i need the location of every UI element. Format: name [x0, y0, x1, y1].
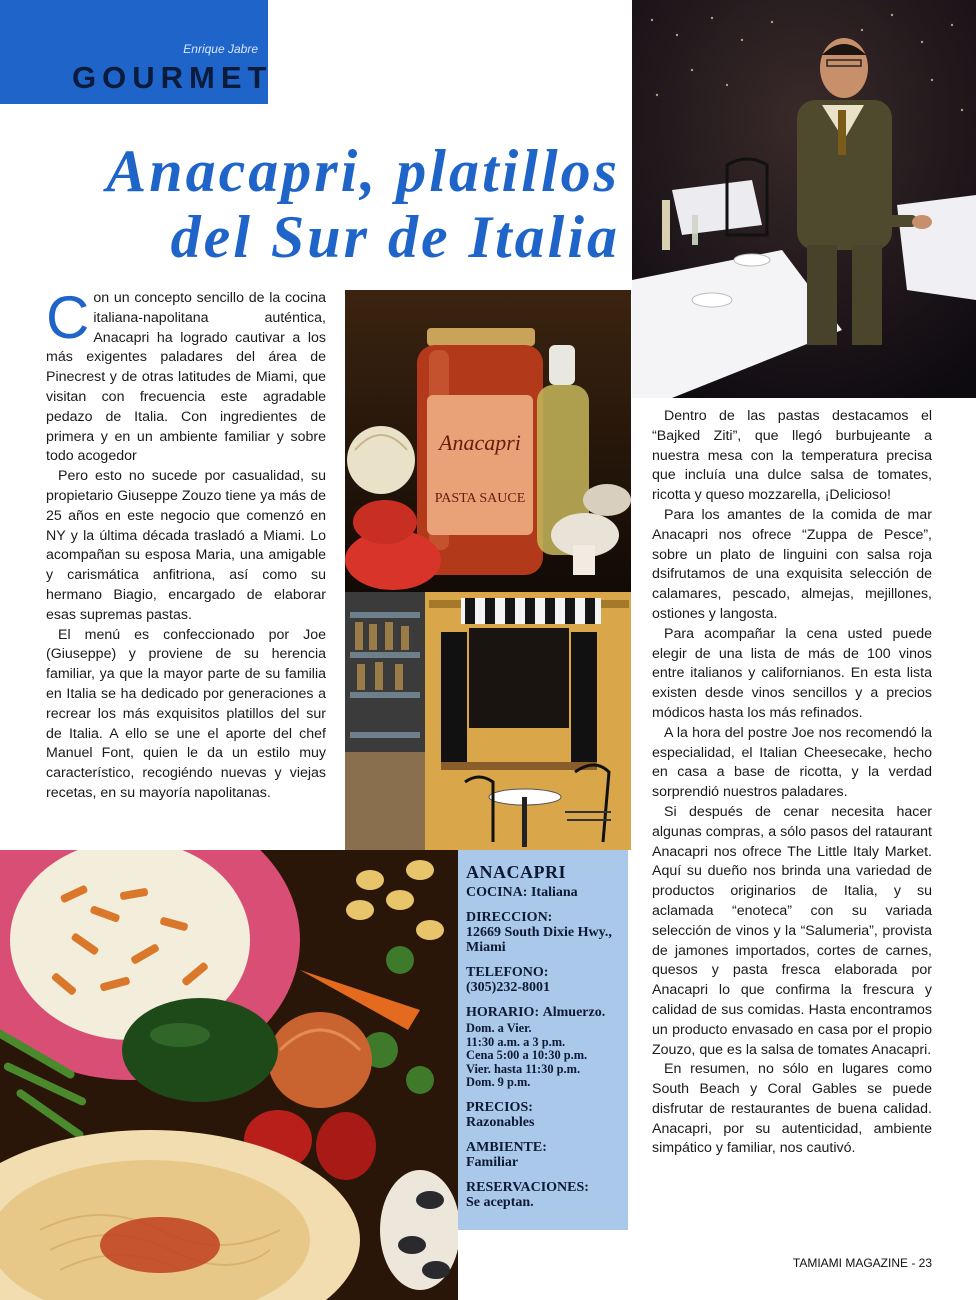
- hours-line: Cena 5:00 a 10:30 p.m.: [466, 1048, 588, 1062]
- page-footer: TAMIAMI MAGAZINE - 23: [792, 1256, 932, 1270]
- reservations-value: Se aceptan.: [466, 1194, 534, 1210]
- hours-line: Dom. 9 p.m.: [466, 1075, 531, 1089]
- cuisine-label: COCINA:: [466, 885, 528, 900]
- cuisine-value: Italiana: [530, 885, 578, 900]
- paragraph-6: Para acompañar la cena usted puede elegir de una lista de más de 100 vinos entre italianos y californianos. En esta lista existen desde vinos sencillos y a precios módicos hasta los más refinados.: [652, 625, 932, 721]
- hours-line: Vier. hasta 11:30 p.m.: [466, 1061, 581, 1076]
- paragraph-1-text: on un concepto sencillo de la cocina italiana-napolitana auténtica, Anacapri ha logrado cautivar a los más exigentes paladares del área de Pinecrest y de otras latitudes de Miami, que visitan con frecuencia este agradable pedazo de Italia. Con ingredientes de primera y en un ambiente familiar y sobre todo acogedor: [46, 290, 326, 465]
- hours-value: Almuerzo.: [542, 1005, 606, 1020]
- restaurant-name: ANACAPRI: [466, 862, 566, 882]
- restaurant-info-box: [458, 850, 628, 1230]
- italian-dishes-photo: [0, 850, 458, 1300]
- author-name: Enrique Jabre: [183, 42, 258, 56]
- address-label: DIRECCION:: [466, 910, 553, 925]
- market-storefront-photo: [345, 592, 631, 850]
- reservations-row: [466, 1180, 620, 1210]
- phone-label: TELEFONO:: [466, 965, 549, 980]
- jar-product: PASTA SAUCE: [434, 491, 526, 506]
- left-column: [46, 284, 326, 804]
- address-value: 12669 South Dixie Hwy., Miami: [466, 925, 612, 955]
- paragraph-5: Para los amantes de la comida de mar Anacapri nos ofrece “Zuppa de Pesce”, sobre un plato de linguini con salsa roja dsifrutamos de una exquisita selección de calamares, pescado, almejas, mejillones, ostiones y langosta.: [652, 506, 932, 622]
- hours-line: 11:30 a.m. a 3 p.m.: [466, 1034, 566, 1049]
- address-row: [466, 910, 620, 955]
- paragraph-8: Si después de cenar necesita hacer algunas compras, a sólo pasos del rataurant Anacapri nos ofrece The Little Italy Market. Aquí su dueño nos brinda una variedad de productos originarios de Italia, y su aclamada “enoteca” con su variada selección de vinos y la “Salumeria”, provista de jamones importados, cortes de carnes, quesos y pasta fresca elaborada por Anacapri lo que confirma la frescura y calidad de sus comidas. Hasta encontramos un producto envasado en casa por el propio Zouzo, que es la salsa de tomates Anacapri.: [652, 803, 932, 1058]
- paragraph-4: Dentro de las pastas destacamos el “Bajked Ziti”, que llegó burbujeante a nuestra mesa con la temperatura precisa que incluía una dulce salsa de tomates, ricotta y queso mozzarella, ¡Delicioso!: [652, 408, 932, 504]
- phone-row: [466, 965, 620, 995]
- paragraph-3: El menú es confeccionado por Joe (Giuseppe) y proviene de su herencia familiar, ya que la mayor parte de su familia en Italia se ha dedicado por generaciones a recrear los más exquisitos platillos del sur de Italia. A ello se une el aporte del chef Manuel Font, quien le da un estilo muy característico, recogiéndo nuevas y viejas recetas, en su mayoría napolitanas.: [46, 626, 326, 801]
- drop-cap: C: [46, 284, 90, 351]
- hours-row: [466, 1005, 620, 1020]
- right-column: [652, 407, 932, 1159]
- paragraph-9: En resumen, no sólo en lugares como South Beach y Coral Gables se puede disfrutar de restaurantes de buena calidad. Anacapri, por su autenticidad, ambiente simpático y familiar, nos cautivó.: [652, 1061, 932, 1157]
- paragraph-7: A la hora del postre Joe nos recomendó la especialidad, el Italian Cheesecake, hecho en casa a base de ricotta, y la verdad sorprendió nuestros paladares.: [652, 724, 932, 801]
- cuisine-row: [466, 885, 620, 900]
- ambience-value: Familiar: [466, 1154, 519, 1170]
- paragraph-1: [46, 284, 326, 467]
- title-line-2: del Sur de Italia: [170, 204, 620, 270]
- ambience-row: [466, 1140, 620, 1170]
- prices-value: Razonables: [466, 1114, 535, 1130]
- prices-row: [466, 1100, 620, 1130]
- hours-detail: [466, 1022, 620, 1090]
- hours-label: HORARIO:: [466, 1005, 540, 1020]
- title-line-1: Anacapri, platillos: [106, 138, 620, 204]
- hours-line: Dom. a Vier.: [466, 1021, 532, 1035]
- prices-label: PRECIOS:: [466, 1099, 533, 1115]
- pasta-sauce-photo: [345, 290, 631, 592]
- owner-dining-room-photo: [632, 0, 976, 398]
- article-title: [30, 138, 620, 270]
- phone-value: (305)232-8001: [466, 980, 550, 995]
- jar-brand: Anacapri: [439, 430, 521, 455]
- ambience-label: AMBIENTE:: [466, 1139, 547, 1155]
- reservations-label: RESERVACIONES:: [466, 1179, 589, 1195]
- section-badge: [0, 0, 273, 104]
- section-title: GOURMET: [72, 60, 273, 95]
- paragraph-2: Pero esto no sucede por casualidad, su propietario Giuseppe Zouzo tiene ya más de 25 años en este negocio que comenzó en NY y la última década trasladó a Miami. Lo acompañan su esposa Maria, una amigable y carismática anfitriona, así como su hermano Biagio, encargado de elaborar esas supremas pastas.: [46, 468, 326, 623]
